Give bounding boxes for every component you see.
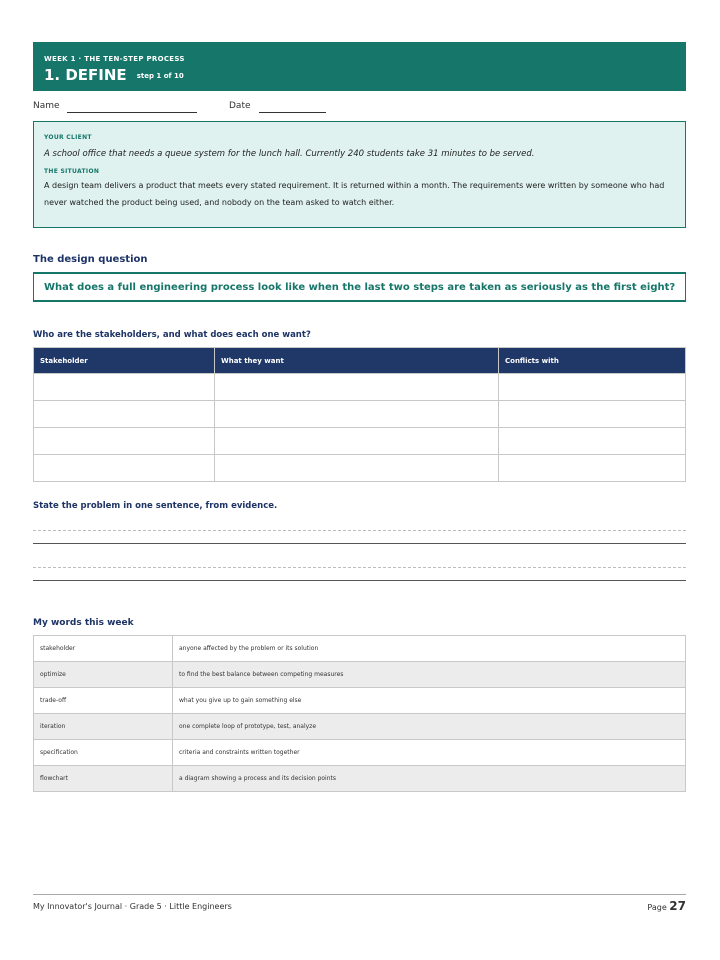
page-number: 27 xyxy=(669,899,686,913)
vocab-term: specification xyxy=(34,740,173,766)
table-row xyxy=(34,401,686,428)
table-cell[interactable] xyxy=(215,455,499,482)
table-cell[interactable] xyxy=(499,455,686,482)
column-header-stakeholder: Stakeholder xyxy=(34,348,215,374)
vocab-row xyxy=(34,688,686,714)
page-title: 1. DEFINE xyxy=(44,66,127,84)
page-footer xyxy=(33,894,686,913)
name-label: Name xyxy=(33,101,60,111)
vocab-term: iteration xyxy=(34,714,173,740)
stakeholder-table-header xyxy=(34,348,686,374)
column-header-conflicts-with: Conflicts with xyxy=(499,348,686,374)
vocab-term: optimize xyxy=(34,662,173,688)
step-indicator: step 1 of 10 xyxy=(136,72,184,80)
vocab-row xyxy=(34,766,686,792)
name-field[interactable] xyxy=(67,112,197,113)
table-cell[interactable] xyxy=(499,428,686,455)
client-text: A school office that needs a queue system for the lunch hall. Currently 240 students take 31 minutes to be served. xyxy=(44,149,535,159)
situation-text: A design team delivers a product that meets every stated requirement. It is returned within a month. The requirements were written by someone who had never watched the product being used, and nobody on the team asked to watch either. xyxy=(44,181,665,207)
date-label: Date xyxy=(229,101,251,111)
page-number-block xyxy=(647,899,686,913)
page-label: Page xyxy=(647,903,667,912)
vocab-row xyxy=(34,714,686,740)
writing-line[interactable] xyxy=(33,580,686,581)
table-row xyxy=(34,455,686,482)
vocab-definition: one complete loop of prototype, test, analyze xyxy=(173,714,686,740)
writing-line-guide xyxy=(33,530,686,531)
words-heading: My words this week xyxy=(33,618,134,628)
table-cell[interactable] xyxy=(215,374,499,401)
vocab-row xyxy=(34,740,686,766)
table-cell[interactable] xyxy=(215,401,499,428)
stakeholder-table xyxy=(33,347,686,482)
table-cell[interactable] xyxy=(34,374,215,401)
vocab-definition: anyone affected by the problem or its solution xyxy=(173,636,686,662)
table-cell[interactable] xyxy=(34,401,215,428)
week-kicker: WEEK 1 · THE TEN-STEP PROCESS xyxy=(44,55,185,63)
client-label: YOUR CLIENT xyxy=(44,134,92,141)
name-date-row xyxy=(33,100,693,114)
vocab-row xyxy=(34,636,686,662)
design-question-box: What does a full engineering process look like when the last two steps are taken as seriously as the first eight? xyxy=(33,272,686,302)
table-row xyxy=(34,374,686,401)
table-cell[interactable] xyxy=(34,428,215,455)
vocab-definition: a diagram showing a process and its decision points xyxy=(173,766,686,792)
table-cell[interactable] xyxy=(215,428,499,455)
writing-line-guide xyxy=(33,567,686,568)
week-header xyxy=(33,42,686,91)
table-cell[interactable] xyxy=(499,374,686,401)
vocab-term: flowchart xyxy=(34,766,173,792)
vocab-definition: to find the best balance between competing measures xyxy=(173,662,686,688)
table-row xyxy=(34,428,686,455)
vocab-definition: criteria and constraints written together xyxy=(173,740,686,766)
date-field[interactable] xyxy=(259,112,326,113)
writing-line[interactable] xyxy=(33,543,686,544)
situation-label: THE SITUATION xyxy=(44,168,100,175)
vocab-row xyxy=(34,662,686,688)
column-header-what-they-want: What they want xyxy=(215,348,499,374)
footer-journal-title: My Innovator's Journal · Grade 5 · Little Engineers xyxy=(33,902,232,911)
stakeholders-heading: Who are the stakeholders, and what does each one want? xyxy=(33,330,311,340)
table-cell[interactable] xyxy=(499,401,686,428)
vocab-definition: what you give up to gain something else xyxy=(173,688,686,714)
problem-heading: State the problem in one sentence, from evidence. xyxy=(33,501,278,511)
client-box xyxy=(33,121,686,228)
vocab-term: trade-off xyxy=(34,688,173,714)
design-question-heading: The design question xyxy=(33,254,148,265)
vocabulary-table xyxy=(33,635,686,792)
table-cell[interactable] xyxy=(34,455,215,482)
vocab-term: stakeholder xyxy=(34,636,173,662)
